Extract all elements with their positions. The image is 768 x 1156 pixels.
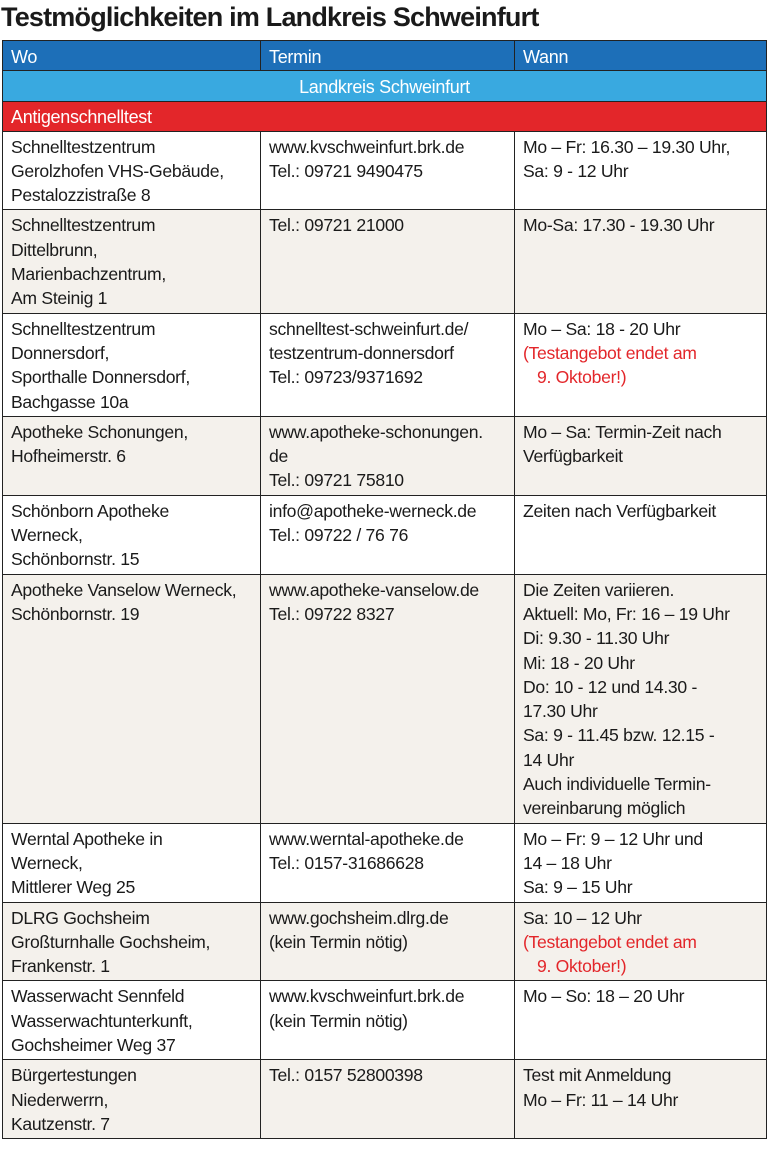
column-header-wann: Wann — [515, 41, 767, 71]
hours-line: Mi: 18 - 20 Uhr — [523, 652, 635, 673]
hours-line: vereinbarung möglich — [523, 798, 686, 819]
cell-location — [3, 823, 261, 902]
table-row — [3, 210, 767, 313]
table-row — [3, 131, 767, 210]
location-line: Werntal Apotheke in — [11, 828, 163, 849]
contact-line: www.apotheke-schonungen. — [269, 421, 483, 442]
location-line: Gerolzhofen VHS-Gebäude, — [11, 160, 224, 181]
table-row — [3, 902, 767, 981]
contact-line: www.kvschweinfurt.brk.de — [269, 986, 465, 1007]
location-line: Hofheimerstr. 6 — [11, 446, 126, 467]
cell-contact — [261, 131, 515, 210]
cell-hours — [515, 313, 767, 416]
contact-line: www.gochsheim.dlrg.de — [269, 907, 449, 928]
hours-line: Sa: 9 - 11.45 bzw. 12.15 - — [523, 725, 715, 746]
table-row — [3, 416, 767, 495]
location-line: Am Steinig 1 — [11, 288, 108, 309]
hours-line: Mo – Fr: 11 – 14 Uhr — [523, 1089, 679, 1110]
cell-hours — [515, 495, 767, 574]
hours-line: Di: 9.30 - 11.30 Uhr — [523, 628, 670, 649]
hours-line: 17.30 Uhr — [523, 701, 598, 722]
table-row — [3, 495, 767, 574]
hours-line: Mo – Sa: Termin-Zeit nach — [523, 421, 722, 442]
contact-line: Tel.: 09722 8327 — [269, 603, 395, 624]
location-line: Schnelltestzentrum — [11, 136, 156, 157]
location-line: Schnelltestzentrum — [11, 215, 156, 236]
offer-ending-note: 9. Oktober!) — [537, 367, 627, 388]
contact-line: de — [269, 446, 288, 467]
cell-contact — [261, 823, 515, 902]
location-line: Apotheke Schonungen, — [11, 421, 188, 442]
hours-line: Verfügbarkeit — [523, 446, 623, 467]
cell-contact — [261, 416, 515, 495]
hours-line: Sa: 9 – 15 Uhr — [523, 877, 633, 898]
table-row — [3, 574, 767, 823]
location-line: Schönbornstr. 19 — [11, 603, 140, 624]
hours-line: Mo – Fr: 9 – 12 Uhr und — [523, 828, 703, 849]
table-row — [3, 981, 767, 1060]
column-header-termin: Termin — [261, 41, 515, 71]
column-header-wo: Wo — [3, 41, 261, 71]
location-line: Schönborn Apotheke — [11, 500, 169, 521]
cell-hours — [515, 981, 767, 1060]
hours-line: Mo – Sa: 18 - 20 Uhr — [523, 318, 681, 339]
cell-hours — [515, 1060, 767, 1139]
location-line: Frankenstr. 1 — [11, 956, 110, 977]
location-line: Werneck, — [11, 525, 83, 546]
cell-location — [3, 313, 261, 416]
location-line: Bachgasse 10a — [11, 391, 129, 412]
section-label: Antigenschnelltest — [3, 102, 767, 131]
page-title: Testmöglichkeiten im Landkreis Schweinfurt — [1, 2, 539, 32]
cell-location — [3, 574, 261, 823]
table-row — [3, 823, 767, 902]
region-row — [3, 71, 767, 102]
offer-ending-note: 9. Oktober!) — [537, 956, 627, 977]
contact-line: Tel.: 09721 21000 — [269, 215, 404, 236]
contact-line: www.kvschweinfurt.brk.de — [269, 136, 465, 157]
hours-line: Aktuell: Mo, Fr: 16 – 19 Uhr — [523, 603, 730, 624]
location-line: Sporthalle Donnersdorf, — [11, 367, 190, 388]
location-line: Donnersdorf, — [11, 342, 110, 363]
offer-ending-note: (Testangebot endet am — [523, 931, 697, 952]
table-header-row — [3, 41, 767, 71]
location-line: Werneck, — [11, 852, 83, 873]
location-line: Dittelbrunn, — [11, 239, 98, 260]
contact-line: Tel.: 09721 75810 — [269, 470, 404, 491]
location-line: Mittlerer Weg 25 — [11, 877, 135, 898]
cell-contact — [261, 574, 515, 823]
cell-contact — [261, 313, 515, 416]
cell-location — [3, 495, 261, 574]
contact-line: Tel.: 09721 9490475 — [269, 160, 423, 181]
location-line: Schnelltestzentrum — [11, 318, 156, 339]
cell-location — [3, 1060, 261, 1139]
contact-line: Tel.: 0157-31686628 — [269, 852, 424, 873]
table-row — [3, 313, 767, 416]
location-line: Wasserwacht Sennfeld — [11, 986, 185, 1007]
location-line: Schönbornstr. 15 — [11, 549, 140, 570]
contact-line: (kein Termin nötig) — [269, 931, 408, 952]
cell-hours — [515, 416, 767, 495]
table-row — [3, 1060, 767, 1139]
cell-contact — [261, 902, 515, 981]
cell-hours — [515, 902, 767, 981]
cell-hours — [515, 574, 767, 823]
test-locations-table — [2, 40, 767, 1139]
location-line: Pestalozzistraße 8 — [11, 185, 151, 206]
location-line: DLRG Gochsheim — [11, 907, 150, 928]
contact-line: Tel.: 0157 52800398 — [269, 1065, 423, 1086]
cell-contact — [261, 981, 515, 1060]
cell-contact — [261, 210, 515, 313]
hours-line: Do: 10 - 12 und 14.30 - — [523, 676, 698, 697]
cell-hours — [515, 823, 767, 902]
location-line: Marienbachzentrum, — [11, 264, 166, 285]
hours-line: Sa: 10 – 12 Uhr — [523, 907, 642, 928]
cell-location — [3, 131, 261, 210]
section-row — [3, 102, 767, 131]
contact-line: Tel.: 09722 / 76 76 — [269, 525, 409, 546]
offer-ending-note: (Testangebot endet am — [523, 342, 697, 363]
cell-hours — [515, 131, 767, 210]
contact-line: schnelltest-schweinfurt.de/ — [269, 318, 469, 339]
location-line: Großturnhalle Gochsheim, — [11, 931, 211, 952]
location-line: Niederwerrn, — [11, 1089, 109, 1110]
hours-line: Mo – So: 18 – 20 Uhr — [523, 986, 685, 1007]
cell-contact — [261, 1060, 515, 1139]
hours-line: 14 – 18 Uhr — [523, 852, 612, 873]
location-line: Gochsheimer Weg 37 — [11, 1034, 176, 1055]
hours-line: Sa: 9 - 12 Uhr — [523, 160, 629, 181]
hours-line: Mo – Fr: 16.30 – 19.30 Uhr, — [523, 136, 731, 157]
location-line: Kautzenstr. 7 — [11, 1113, 110, 1134]
contact-line: Tel.: 09723/9371692 — [269, 367, 423, 388]
region-label: Landkreis Schweinfurt — [3, 71, 767, 102]
hours-line: Zeiten nach Verfügbarkeit — [523, 500, 716, 521]
cell-location — [3, 416, 261, 495]
contact-line: testzentrum-donnersdorf — [269, 342, 454, 363]
cell-location — [3, 210, 261, 313]
contact-line: www.werntal-apotheke.de — [269, 828, 464, 849]
hours-line: Auch individuelle Termin- — [523, 774, 711, 795]
cell-location — [3, 902, 261, 981]
cell-hours — [515, 210, 767, 313]
hours-line: Test mit Anmeldung — [523, 1065, 672, 1086]
hours-line: Mo-Sa: 17.30 - 19.30 Uhr — [523, 215, 715, 236]
contact-line: info@apotheke-werneck.de — [269, 500, 477, 521]
location-line: Bürgertestungen — [11, 1065, 137, 1086]
hours-line: 14 Uhr — [523, 749, 575, 770]
location-line: Wasserwachtunterkunft, — [11, 1010, 193, 1031]
cell-contact — [261, 495, 515, 574]
cell-location — [3, 981, 261, 1060]
contact-line: (kein Termin nötig) — [269, 1010, 408, 1031]
location-line: Apotheke Vanselow Werneck, — [11, 579, 237, 600]
contact-line: www.apotheke-vanselow.de — [269, 579, 479, 600]
hours-line: Die Zeiten variieren. — [523, 579, 675, 600]
